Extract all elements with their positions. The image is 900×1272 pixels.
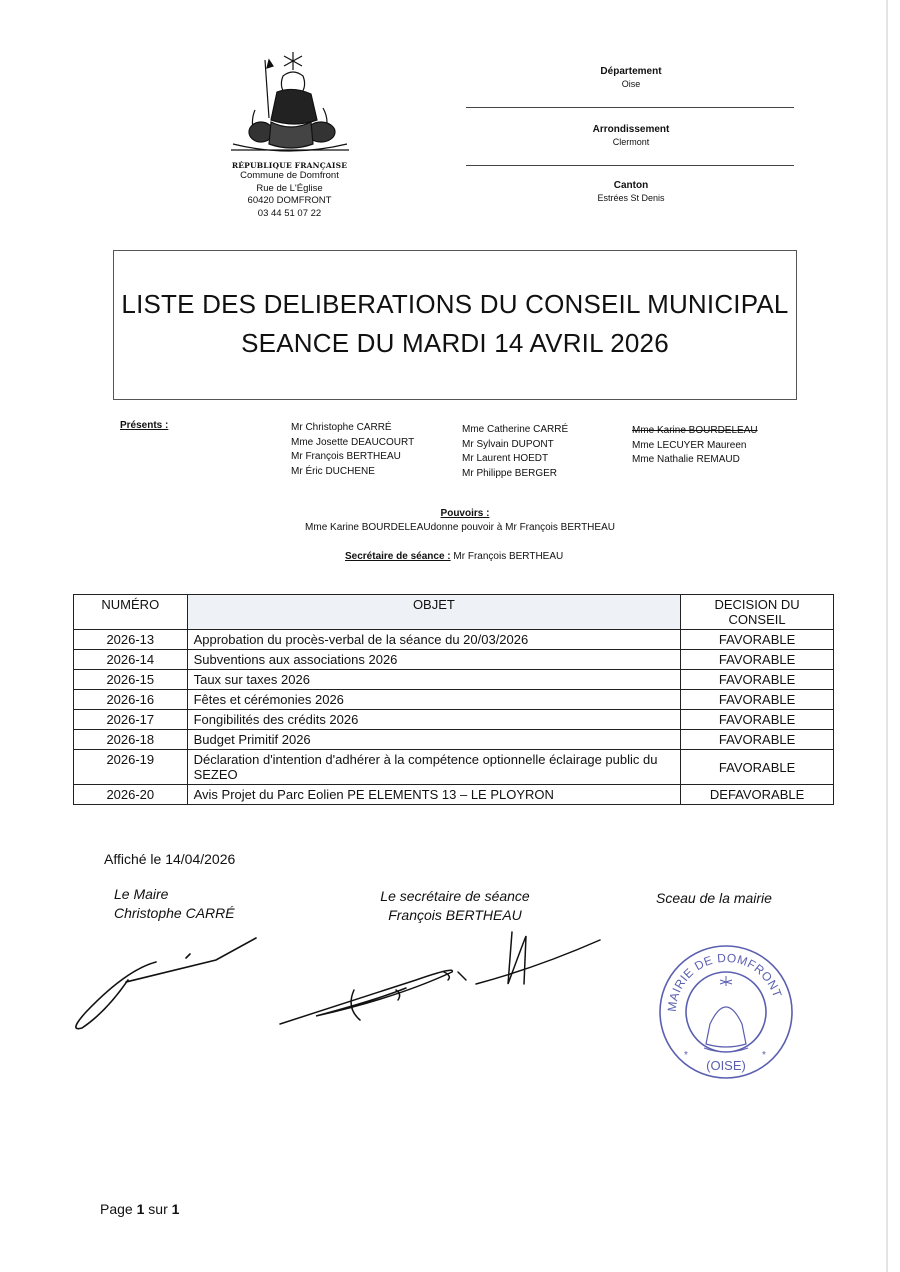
header-decision: DECISION DU CONSEIL	[681, 595, 834, 630]
commune-phone: 03 44 51 07 22	[257, 207, 322, 219]
canton-value: Estrées St Denis	[597, 193, 665, 203]
table-row	[74, 710, 834, 730]
row-decision: FAVORABLE	[681, 630, 834, 650]
secretaire-title: Le secrétaire de séance	[380, 888, 530, 904]
row-objet: Subventions aux associations 2026	[187, 650, 681, 670]
table-row	[74, 730, 834, 750]
table-row	[74, 630, 834, 650]
table-header-row	[74, 595, 834, 630]
republique-francaise-label: RÉPUBLIQUE FRANÇAISE	[231, 161, 348, 170]
presents-column-1	[291, 421, 414, 479]
attendee: Mme Josette DEAUCOURT	[291, 436, 415, 448]
page-number	[100, 1201, 179, 1217]
secretaire-sig-name: François BERTHEAU	[388, 907, 522, 923]
row-decision: FAVORABLE	[681, 690, 834, 710]
row-numero: 2026-14	[74, 650, 188, 670]
row-objet: Fongibilités des crédits 2026	[187, 710, 681, 730]
secretaire-signature-block	[360, 887, 550, 925]
attendee: Mr Philippe BERGER	[462, 467, 558, 479]
maire-signature-block	[114, 885, 235, 923]
title-box	[113, 250, 797, 400]
pouvoirs-text: Mme Karine BOURDELEAUdonne pouvoir à Mr François BERTHEAU	[305, 522, 615, 533]
attendee-struck: Mme Karine BOURDELEAU	[632, 425, 758, 436]
presents-column-2	[462, 423, 568, 481]
page-mid: sur	[144, 1201, 172, 1217]
attendee: Mme Catherine CARRÉ	[462, 424, 569, 435]
row-decision: FAVORABLE	[681, 730, 834, 750]
secretaire-name: Mr François BERTHEAU	[453, 551, 564, 562]
table-row	[74, 650, 834, 670]
maire-title: Le Maire	[114, 886, 169, 902]
deliberations-table	[73, 594, 834, 805]
header-divider	[466, 165, 794, 166]
row-objet: Taux sur taxes 2026	[187, 670, 681, 690]
table-row	[74, 750, 834, 785]
commune-address	[222, 170, 357, 220]
row-numero: 2026-18	[74, 730, 188, 750]
commune-name: Commune de Domfront	[240, 170, 339, 181]
presents-label: Présents :	[120, 420, 169, 431]
pouvoirs-label: Pouvoirs :	[440, 508, 490, 519]
attendee: Mr Éric DUCHENE	[291, 465, 375, 477]
row-objet: Budget Primitif 2026	[187, 730, 681, 750]
svg-text:*: *	[762, 1050, 766, 1061]
row-decision: DEFAVORABLE	[681, 785, 834, 805]
title-line-1: LISTE DES DELIBERATIONS DU CONSEIL MUNICIPAL	[121, 289, 789, 319]
mairie-stamp-icon	[656, 940, 796, 1080]
maire-signature-icon	[66, 930, 266, 1040]
stamp-bottom-text: (OISE)	[706, 1058, 746, 1073]
attendee: Mr François BERTHEAU	[291, 451, 401, 462]
departement-label: Département	[600, 66, 662, 77]
row-objet: Fêtes et cérémonies 2026	[187, 690, 681, 710]
arrondissement-value: Clermont	[612, 137, 650, 147]
row-decision: FAVORABLE	[681, 750, 834, 785]
maire-name: Christophe CARRÉ	[114, 905, 235, 921]
row-numero: 2026-13	[74, 630, 188, 650]
attendee: Mr Laurent HOEDT	[462, 453, 549, 464]
row-numero: 2026-17	[74, 710, 188, 730]
row-decision: FAVORABLE	[681, 650, 834, 670]
header-numero: NUMÉRO	[74, 595, 188, 630]
scan-edge-divider	[886, 0, 888, 1272]
arrondissement-label: Arrondissement	[592, 124, 670, 135]
attendee: Mr Sylvain DUPONT	[462, 438, 554, 450]
secretaire-label: Secrétaire de séance :	[345, 551, 451, 562]
attendee: Mr Christophe CARRÉ	[291, 422, 392, 433]
svg-text:*: *	[684, 1050, 688, 1061]
row-numero: 2026-15	[74, 670, 188, 690]
affiche-date: Affiché le 14/04/2026	[104, 851, 236, 867]
row-decision: FAVORABLE	[681, 710, 834, 730]
sceau-label: Sceau de la mairie	[656, 890, 772, 906]
row-objet: Avis Projet du Parc Eolien PE ELEMENTS 13 – LE PLOYRON	[187, 785, 681, 805]
row-numero: 2026-16	[74, 690, 188, 710]
row-decision: FAVORABLE	[681, 670, 834, 690]
departement-block	[466, 66, 796, 89]
secretaire-line	[345, 551, 563, 562]
row-objet: Approbation du procès-verbal de la séance du 20/03/2026	[187, 630, 681, 650]
commune-postcode: 60420 DOMFRONT	[247, 195, 332, 206]
page-prefix: Page	[100, 1201, 137, 1217]
row-objet: Déclaration d'intention d'adhérer à la compétence optionnelle éclairage public du SEZEO	[187, 750, 681, 785]
header-logo-block	[222, 48, 357, 220]
secretaire-signature-icon	[280, 932, 600, 1024]
attendee: Mme LECUYER Maureen	[632, 439, 747, 451]
table-row	[74, 670, 834, 690]
arrondissement-block	[466, 124, 796, 147]
commune-street: Rue de L'Église	[256, 182, 323, 194]
canton-label: Canton	[613, 180, 649, 191]
departement-value: Oise	[621, 79, 641, 89]
title-line-2: SEANCE DU MARDI 14 AVRIL 2026	[241, 328, 669, 358]
marianne-logo-icon	[225, 48, 355, 160]
presents-column-3	[632, 424, 758, 468]
page-current: 1	[136, 1201, 145, 1217]
row-numero: 2026-19	[74, 750, 188, 785]
header-objet: OBJET	[187, 595, 681, 630]
page-total: 1	[171, 1201, 180, 1217]
table-row	[74, 690, 834, 710]
table-row	[74, 785, 834, 805]
attendee: Mme Nathalie REMAUD	[632, 454, 740, 465]
canton-block	[466, 180, 796, 203]
stamp-top-text: MAIRIE DE DOMFRONT	[664, 950, 785, 1013]
row-numero: 2026-20	[74, 785, 188, 805]
header-divider	[466, 107, 794, 108]
